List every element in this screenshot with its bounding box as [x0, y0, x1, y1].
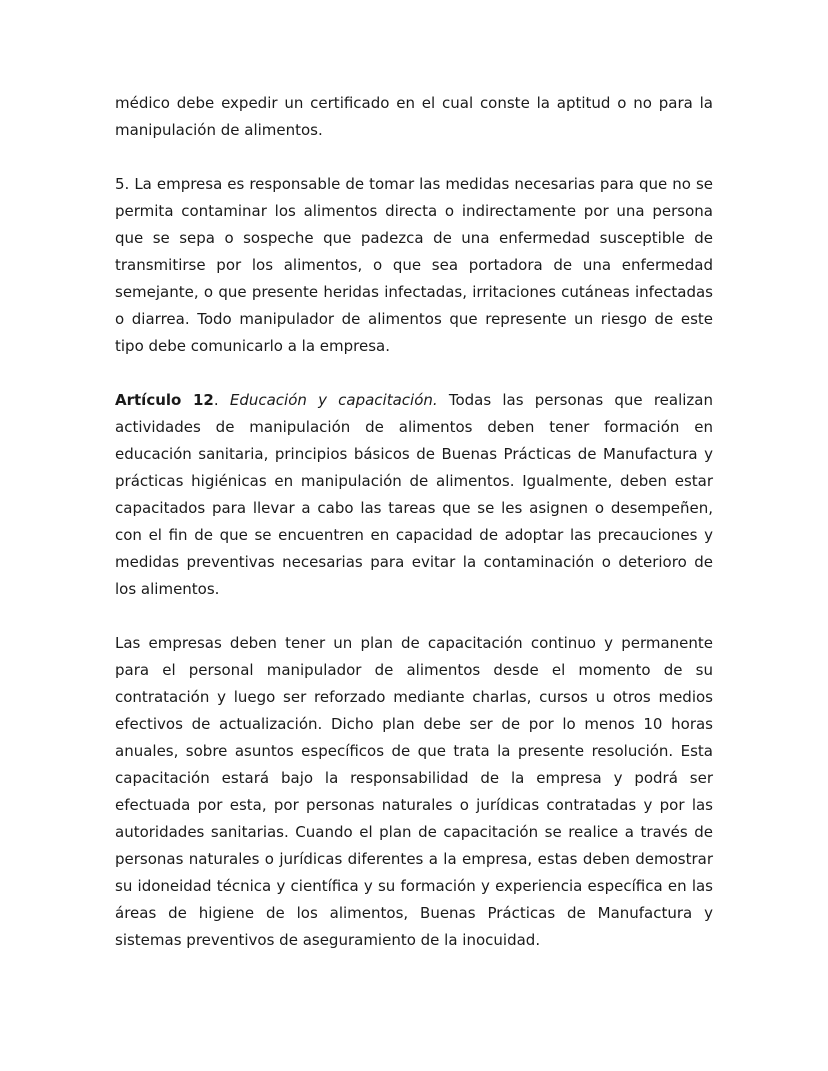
document-page — [115, 90, 713, 954]
article-separator: . — [213, 391, 230, 409]
paragraph-training-plan: Las empresas deben tener un plan de capacitación continuo y permanente para el personal manipulador de alimentos desde el momento de su contratación y luego ser reforzado mediante charlas, cursos u otros medios efectivos de actualización. Dicho plan debe ser de por lo menos 10 horas anuales, sobre asuntos específicos de que trata la presente resolución. Esta capacitación estará bajo la responsabilidad de la empresa y podrá ser efectuada por esta, por personas naturales o jurídicas contratadas y por las autoridades sanitarias. Cuando el plan de capacitación se realice a través de personas naturales o jurídicas diferentes a la empresa, estas deben demostrar su idoneidad técnica y científica y su formación y experiencia específica en las áreas de higiene de los alimentos, Buenas Prácticas de Manufactura y sistemas preventivos de aseguramiento de la inocuidad. — [115, 634, 713, 949]
paragraph-item-5: 5. La empresa es responsable de tomar las medidas necesarias para que no se permita contaminar los alimentos directa o indirectamente por una persona que se sepa o sospeche que padezca de una enfermedad susceptible de transmitirse por los alimentos, o que sea portadora de una enfermedad semejante, o que presente heridas infectadas, irritaciones cutáneas infectadas o diarrea. Todo manipulador de alimentos que represente un riesgo de este tipo debe comunicarlo a la empresa. — [115, 175, 713, 355]
article-heading: Artículo 12 — [115, 391, 214, 409]
paragraph-article-12 — [115, 387, 713, 603]
article-title: Educación y capacitación. — [229, 391, 438, 409]
article-body: Todas las personas que realizan actividades de manipulación de alimentos deben tener formación en educación sanitaria, principios básicos de Buenas Prácticas de Manufactura y prácticas higiénicas en manipulación de alimentos. Igualmente, deben estar capacitados para llevar a cabo las tareas que se les asignen o desempeñen, con el fin de que se encuentren en capacidad de adoptar las precauciones y medidas preventivas necesarias para evitar la contaminación o deterioro de los alimentos. — [115, 391, 713, 598]
paragraph-medical-certificate: médico debe expedir un certificado en el cual conste la aptitud o no para la manipulación de alimentos. — [115, 94, 713, 139]
